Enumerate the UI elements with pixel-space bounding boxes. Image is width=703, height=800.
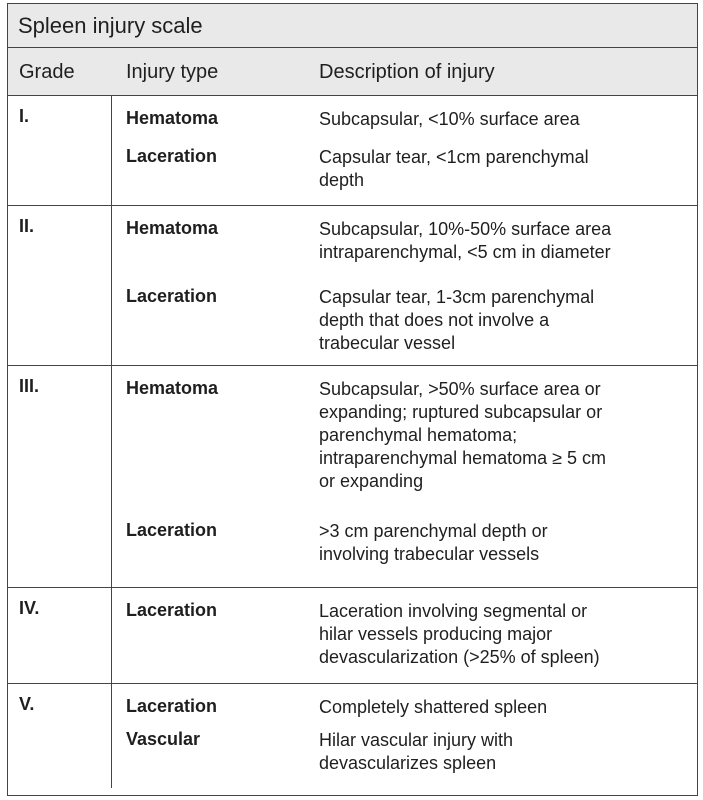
injury-type: Laceration bbox=[126, 600, 218, 620]
injury-type: Hematoma bbox=[126, 108, 219, 128]
description-line: expanding; ruptured subcapsular or bbox=[319, 402, 603, 422]
injury-type: Vascular bbox=[126, 729, 201, 749]
injury-description bbox=[319, 218, 689, 264]
column-divider bbox=[111, 96, 112, 205]
description-line: Hilar vascular injury with bbox=[319, 730, 514, 750]
grade-row bbox=[8, 96, 697, 206]
injury-description bbox=[319, 286, 689, 355]
table-title-bar bbox=[8, 4, 697, 48]
injury-description bbox=[319, 600, 689, 669]
description-line: Subcapsular, >50% surface area or bbox=[319, 379, 601, 399]
description-line: Capsular tear, <1cm parenchymal bbox=[319, 147, 589, 167]
column-divider bbox=[111, 206, 112, 365]
injury-description bbox=[319, 729, 689, 775]
injury-description bbox=[319, 696, 689, 719]
description-line: trabecular vessel bbox=[319, 333, 456, 353]
injury-description bbox=[319, 146, 689, 192]
description-line: >3 cm parenchymal depth or bbox=[319, 521, 548, 541]
description-line: or expanding bbox=[319, 471, 424, 491]
description-line: depth that does not involve a bbox=[319, 310, 550, 330]
grade-label: II. bbox=[19, 216, 35, 236]
injury-type: Hematoma bbox=[126, 218, 219, 238]
header-row bbox=[8, 48, 697, 96]
description-line: intraparenchymal, <5 cm in diameter bbox=[319, 242, 611, 262]
grade-label: III. bbox=[19, 376, 40, 396]
injury-type: Laceration bbox=[126, 286, 218, 306]
description-line: intraparenchymal hematoma ≥ 5 cm bbox=[319, 448, 606, 468]
grade-row bbox=[8, 588, 697, 684]
description-line: hilar vessels producing major bbox=[319, 624, 553, 644]
description-line: parenchymal hematoma; bbox=[319, 425, 518, 445]
description-line: Completely shattered spleen bbox=[319, 697, 548, 717]
description-line: Laceration involving segmental or bbox=[319, 601, 588, 621]
description-line: devascularizes spleen bbox=[319, 753, 497, 773]
description-line: Subcapsular, <10% surface area bbox=[319, 109, 580, 129]
grade-label: I. bbox=[19, 106, 30, 126]
description-line: involving trabecular vessels bbox=[319, 544, 540, 564]
injury-description bbox=[319, 378, 689, 493]
grade-label: V. bbox=[19, 694, 35, 714]
injury-type: Laceration bbox=[126, 146, 218, 166]
injury-type: Laceration bbox=[126, 696, 218, 716]
grade-column-header: Grade bbox=[19, 61, 75, 83]
grade-row bbox=[8, 366, 697, 588]
description-line: Subcapsular, 10%-50% surface area bbox=[319, 219, 612, 239]
column-divider bbox=[111, 684, 112, 788]
description-line: depth bbox=[319, 170, 365, 190]
injury-type: Hematoma bbox=[126, 378, 219, 398]
table-title: Spleen injury scale bbox=[18, 12, 203, 38]
column-divider bbox=[111, 366, 112, 587]
description-line: Capsular tear, 1-3cm parenchymal bbox=[319, 287, 595, 307]
spleen-injury-table bbox=[7, 3, 698, 796]
grade-row bbox=[8, 684, 697, 788]
description-line: devascularization (>25% of spleen) bbox=[319, 647, 600, 667]
table-body bbox=[8, 96, 697, 788]
grade-label: IV. bbox=[19, 598, 40, 618]
description-column-header: Description of injury bbox=[319, 61, 495, 83]
injury-type-column-header: Injury type bbox=[126, 61, 219, 83]
injury-description bbox=[319, 108, 689, 131]
injury-type: Laceration bbox=[126, 520, 218, 540]
column-divider bbox=[111, 588, 112, 683]
grade-row bbox=[8, 206, 697, 366]
injury-description bbox=[319, 520, 689, 566]
